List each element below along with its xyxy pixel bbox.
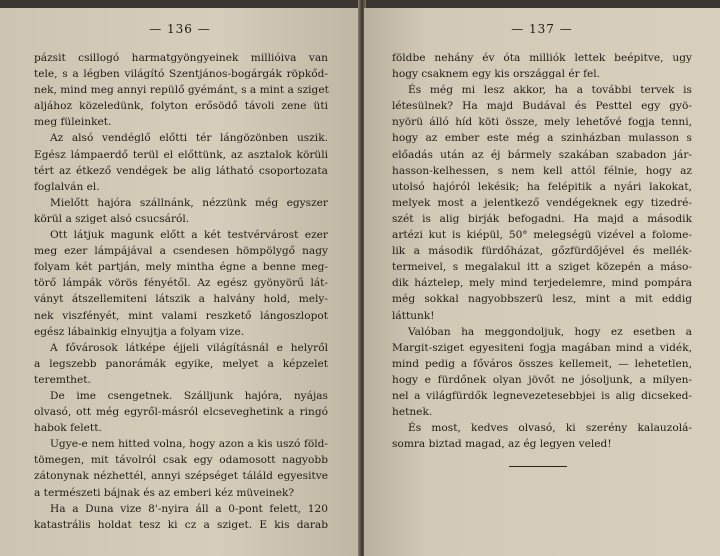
text-line: a természeti bájnak és az emberi kéz müveinek? — [34, 486, 295, 499]
text-line: És most, kedves olvasó, ki szerény kalauzolá- — [408, 422, 692, 435]
text-line: somra biztad magad, az ég legyen veled! — [392, 438, 612, 451]
text-line: egész lábainkig elnyujtja a folyam vize. — [34, 325, 245, 338]
text-line: Ha a Duna vize 8'-nyira áll a 0-pont felett, 120 — [50, 502, 328, 515]
text-line: nek viszfényét, mint valami reszkető lángoszlopot — [34, 309, 328, 322]
text-line: Margit-sziget egyesiteni fogja magában mind a vidék, — [392, 341, 692, 354]
text-line: melyek most a jelentkező vendégeknek egy tizedré- — [392, 196, 692, 209]
text-line: tért az étkező vendégek be alig látható csoportozata — [34, 164, 328, 177]
right-page — [364, 8, 720, 556]
text-line: Ugye-e nem hitted volna, hogy azon a kis uszó föld- — [50, 438, 328, 451]
text-line: szét is alig birják befogadni. Ha majd a második — [392, 212, 692, 225]
text-line: előadás után az éj bármely szakában szabadon jár- — [392, 148, 692, 161]
left-page — [0, 8, 360, 556]
text-line: Ott látjuk magunk előtt a két testvérvárost ezer — [50, 229, 328, 242]
text-line: tömegen, mit távolról csak egy odamosott nagyobb — [34, 454, 328, 467]
right-page-number: — 137 — — [511, 22, 573, 36]
right-page-text — [392, 50, 692, 452]
text-line: teremthet. — [34, 373, 91, 386]
text-line: nek, mind meg annyi repülő gyémánt, s a mint a sziget — [34, 84, 329, 97]
text-line: folyam két partján, mely mintha égne a benne meg- — [34, 261, 328, 274]
text-line: aljához közeledünk, folyton erősödő távoli zene üti — [34, 100, 328, 113]
text-line: létesülnek? Ha majd Budával és Pesttel egy gyö- — [392, 100, 692, 113]
text-line: hasson-kelhessen, s nem kell attól félnie, hogy az — [392, 164, 692, 177]
text-line: törő lámpák vörös fényétől. Az egész gyönyörű lát- — [34, 277, 328, 290]
text-line: mind pedig a főváros összes kellemeit, — lehetetlen, — [392, 357, 692, 370]
text-line: tele, s a légben világító Szentjános-bogárgák röpkőd- — [34, 68, 328, 81]
text-line: utolsó hajóról lekésik; ha felépitik a nyári lakokat, — [392, 180, 692, 193]
text-line: lik a második fürdőházat, gőzfürdőjével és mellék- — [392, 245, 692, 258]
text-line: hogy az ember este még a szinházban mulasson s — [392, 132, 692, 145]
text-line: termeivel, s megalakul itt a sziget közepén a máso- — [392, 261, 692, 274]
text-line: olvasó, ott még egyről-másról elcsevegheti̇nk a ringó — [34, 406, 328, 419]
text-line: A fővárosok látképe éjjeli világításnál e helyről — [50, 341, 328, 354]
text-line: zátonynak nézhettél, annyi szépséget táláld egyesitve — [34, 470, 328, 483]
text-line: földbe nehány év óta milliók lettek beépitve, ugy — [392, 52, 692, 64]
text-line: ványt átszellemiteni látszik a halvány hold, mely- — [34, 293, 328, 306]
text-line: nel a világfürdők legnevezetesebbjei is alig dicseked- — [392, 389, 692, 402]
closing-rule — [509, 466, 567, 467]
text-line: pázsit csillogó harmatgyöngyeinek millióiva van — [34, 52, 328, 64]
text-line: Egész lámpaerdő terül el előttünk, az asztalok körüli — [34, 148, 328, 161]
text-line: körül a sziget alsó csucsáról. — [34, 212, 190, 225]
text-line: nyörü álló híd köti össze, mely lehetővé fogja tenni, — [392, 116, 692, 129]
text-line: dik háztelep, mely mind terjedelemre, mind pompára — [392, 277, 692, 290]
text-line: Valóban ha meggondoljuk, hogy ez esetben a — [408, 325, 692, 338]
text-line: hetnek. — [392, 406, 433, 419]
text-line: hogy csaknem egy kis országgal ér fel. — [392, 68, 601, 81]
text-line: meg ezer lámpájával a csendesen hömpölygő nagy — [34, 245, 328, 258]
text-line: Mielőtt hajóra szállnánk, nézzünk még egyszer — [50, 196, 328, 209]
text-line: És még mi lesz akkor, ha a további tervek is — [408, 84, 692, 97]
text-line: Az alsó vendéglő előtti tér lángözönben uszik. — [50, 132, 328, 145]
text-line: katastrális holdat tesz ki cz a sziget. E kis darab — [34, 518, 328, 531]
left-page-number: — 136 — — [149, 22, 211, 36]
text-line: meg füleinket. — [34, 116, 112, 129]
text-line: habok felett. — [34, 422, 102, 435]
text-line: De ime csengetnek. Szálljunk hajóra, nyájas — [50, 389, 328, 402]
text-line: láttunk! — [392, 309, 435, 322]
text-line: még sokkal nagyobbszerü lesz, mint a mit eddig — [392, 293, 692, 306]
text-line: artézi kut is kiépül, 50° melegségü vizével a folome- — [392, 229, 692, 242]
left-page-text — [34, 50, 328, 533]
text-line: a legszebb panorámák egyike, melyet a képzelet — [34, 357, 328, 370]
text-line: foglalván el. — [34, 180, 100, 193]
text-line: hogy e fürdőnek olyan jövőt ne jósoljunk, a milyen- — [392, 373, 692, 386]
